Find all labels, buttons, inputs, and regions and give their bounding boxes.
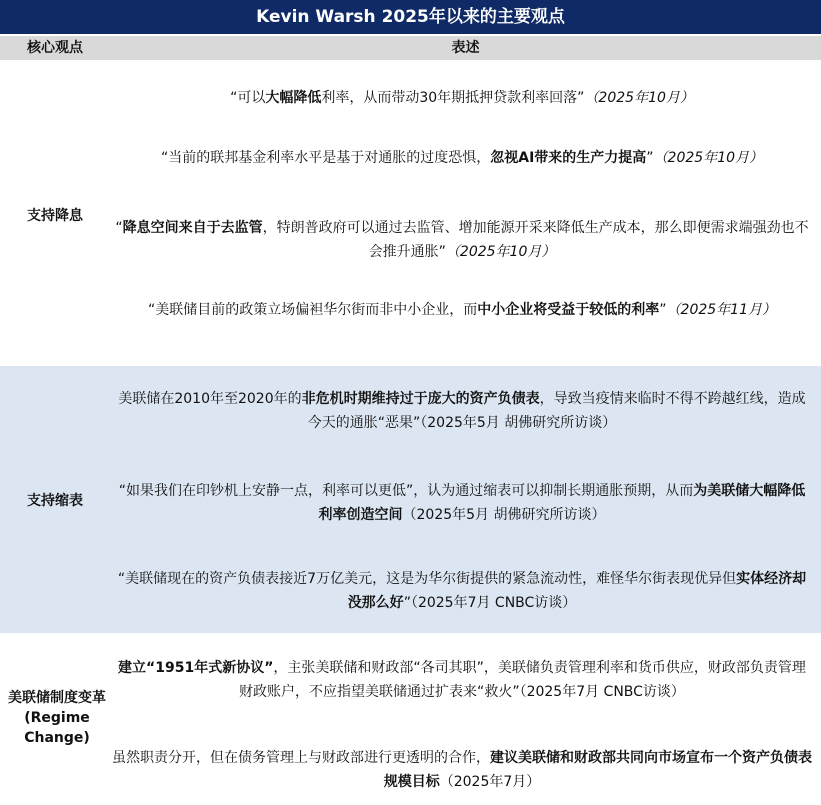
statement-run: （2025年11月）: [666, 302, 776, 318]
statement-run: “美联储现在的资产负债表接近7万亿美元，这是为华尔街提供的紧急流动性，难怪华尔街表现优异但: [117, 571, 737, 587]
statement-run: 忽视AI带来的生产力提高: [490, 150, 647, 166]
statement-run: 中小企业将受益于较低的利率: [477, 302, 660, 318]
section-label-balance-sheet-reduction: 支持缩表: [27, 493, 83, 509]
statement-run: 建立“1951年式新协议”: [118, 660, 274, 676]
statement-item: [112, 86, 812, 110]
statement-run: ”: [659, 302, 667, 318]
statement-run: （2025年10月）: [653, 150, 764, 166]
table-header: [0, 36, 821, 60]
statement-run: （2025年10月）: [584, 90, 694, 106]
statement-run: 利率，从而带动30年期抵押贷款利率回落”: [321, 90, 585, 106]
statement-run: 虽然职责分开，但在债务管理上与财政部进行更透明的合作，: [112, 750, 490, 766]
table-title: Kevin Warsh 2025年以来的主要观点: [0, 0, 821, 34]
statement-run: （2025年10月）: [445, 244, 556, 260]
header-core-view: 核心观点: [27, 40, 83, 56]
statement-run: 实体经济却没那么好: [347, 571, 807, 611]
statement-item: [112, 656, 812, 704]
statement-run: （2025年7月）: [439, 774, 541, 790]
section-label-rate-cut: 支持降息: [27, 208, 83, 224]
statement-run: “可以: [230, 90, 266, 106]
header-statement: 表述: [451, 40, 480, 56]
statement-run: ”: [646, 150, 654, 166]
section-label-regime-change: 美联储制度变革(Regime Change): [8, 690, 106, 746]
statement-run: ，特朗普政府可以通过去监管、增加能源开采来降低生产成本，那么即便需求端强劲也不会推升通胀”: [262, 220, 809, 260]
statement-item: [112, 298, 812, 322]
statement-run: “美联储目前的政策立场偏袒华尔街而非中小企业，而: [148, 302, 478, 318]
statement-item: [112, 146, 812, 170]
statement-item: [112, 216, 812, 264]
statement-run: 建议美联储和财政部共同向市场宣布一个资产负债表规模目标: [383, 750, 812, 790]
statement-item: [112, 479, 812, 527]
statement-run: 降息空间来自于去监管: [122, 220, 263, 236]
statement-item: [112, 746, 812, 794]
statement-run: “如果我们在印钞机上安静一点，利率可以更低”，认为通过缩表可以抑制长期通胀预期，从而: [118, 483, 694, 499]
statement-run: ”（2025年7月 CNBC访谈）: [403, 595, 577, 611]
statement-run: “当前的联邦基金利率水平是基于对通胀的过度恐惧，: [160, 150, 491, 166]
statement-run: 美联储在2010年至2020年的: [118, 391, 302, 407]
statement-run: ，主张美联储和财政部“各司其职”，美联储负责管理利率和货币供应，财政部负责管理财政账户，不应指望美联储通过扩表来“救火”（2025年7月 CNBC访谈）: [239, 660, 806, 700]
statement-run: 为美联储大幅降低利率创造空间: [318, 483, 806, 523]
statement-item: [112, 567, 812, 615]
statement-run: 大幅降低: [265, 90, 322, 106]
statement-item: [112, 387, 812, 435]
statement-run: “: [115, 220, 123, 236]
statement-run: （2025年5月 胡佛研究所访谈）: [402, 507, 606, 523]
statement-run: 非危机时期维持过于庞大的资产负债表: [301, 391, 540, 407]
statement-run: ，导致当疫情来临时不得不跨越红线，造成今天的通胀“恶果”（2025年5月 胡佛研究所访谈）: [307, 391, 806, 431]
